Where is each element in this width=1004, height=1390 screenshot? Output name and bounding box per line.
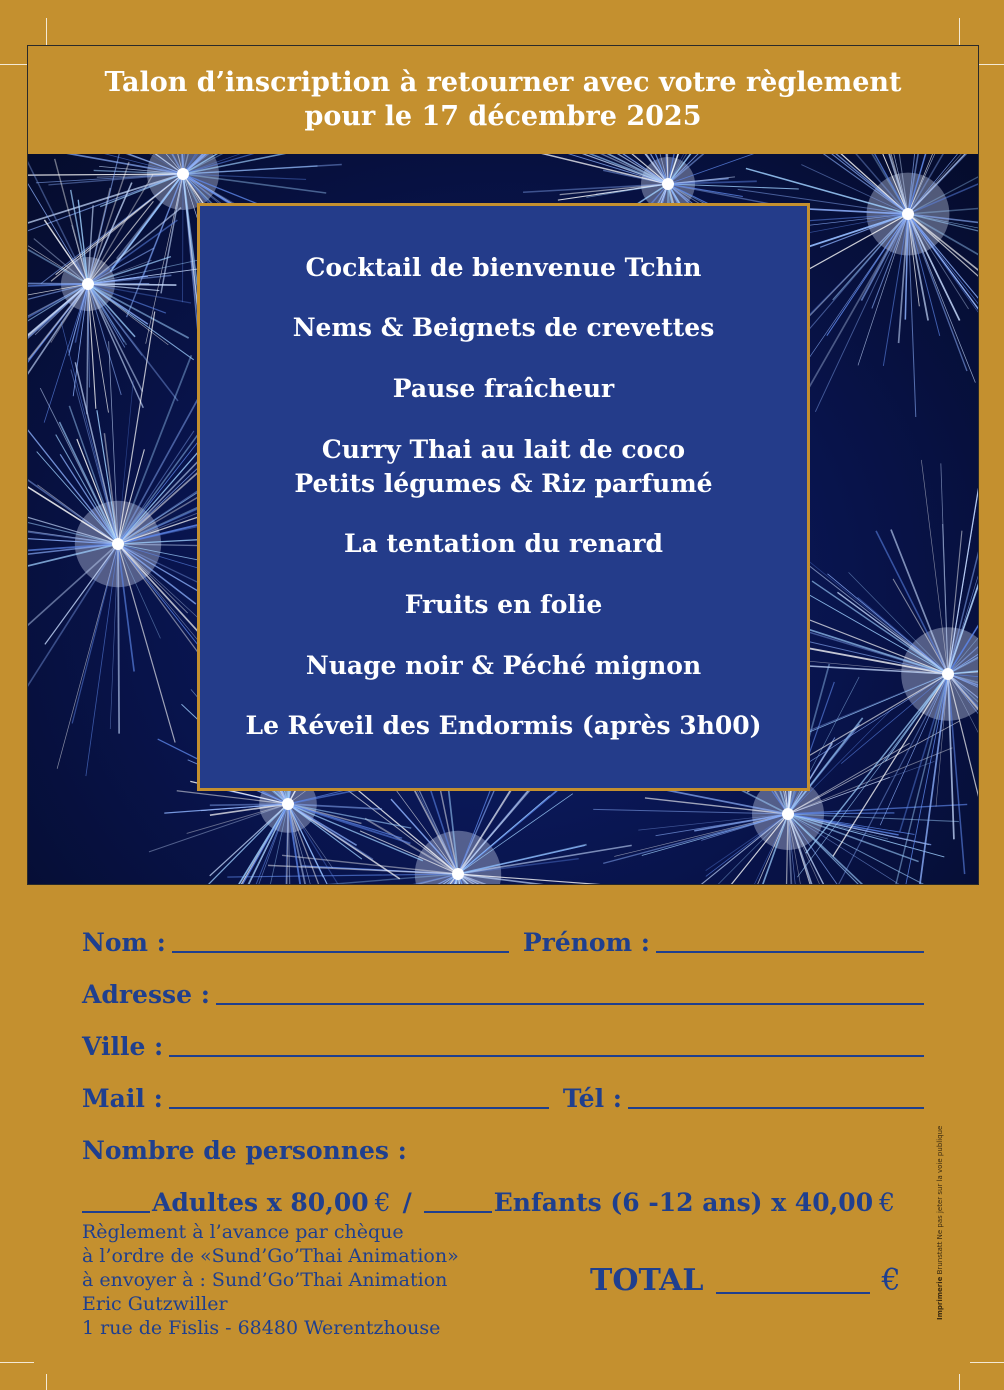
prenom-label: Prénom : [522,928,650,957]
adresse-label: Adresse : [82,980,210,1009]
menu-box [197,203,810,791]
total-label: TOTAL [590,1263,704,1298]
mail-label: Mail : [82,1084,163,1113]
firework-streak [88,175,153,284]
firework-streak [809,674,948,762]
printer-credit [936,1126,944,1320]
mail-row [82,1061,924,1113]
menu-item [245,709,761,743]
printer-town: Brunstatt [936,1241,944,1275]
persons-row [82,1165,924,1217]
menu-item-line: La tentation du renard [344,529,663,559]
euro-symbol: € [879,1188,895,1217]
firework-core [82,278,94,290]
ville-field[interactable] [169,1031,924,1057]
enfants-count-field[interactable] [424,1187,492,1213]
total-field[interactable] [716,1262,870,1294]
firework-streak [28,283,88,284]
menu-item [293,311,715,345]
header-line-1: Talon d’inscription à retourner avec votre règlement [104,67,902,98]
firework-core [452,868,464,880]
firework-core [282,798,294,810]
prenom-field[interactable] [656,927,924,953]
menu-item-line: Le Réveil des Endormis (après 3h00) [245,711,762,741]
crop-mark [959,1374,960,1390]
total-euro-symbol: € [881,1263,901,1298]
firework-core [782,808,794,820]
firework-streak [827,574,948,674]
euro-symbol: € [374,1188,391,1217]
menu-item [405,588,603,622]
printer-name: Imprimerie [936,1276,944,1320]
nom-label: Nom : [82,928,166,957]
firework-streak [793,214,908,348]
firework-streak [88,284,189,338]
menu-item [393,372,614,406]
crop-mark [970,1362,1004,1363]
menu-item-line: Cocktail de bienvenue Tchin [305,252,702,282]
firework-streak [812,581,948,674]
mail-field[interactable] [169,1083,549,1109]
firework-streak [118,544,199,647]
menu-item [306,251,702,285]
header-line-2: pour le 17 décembre 2025 [304,101,702,132]
registration-form [82,905,924,1217]
menu-item-line: Fruits en folie [404,589,603,619]
firework-core [112,538,124,550]
name-row [82,905,924,957]
crop-mark [46,1374,47,1390]
menu-item-line: Pause fraîcheur [392,373,615,403]
header-banner [28,46,978,154]
menu-item-line: Petits légumes & Riz parfumé [294,468,713,498]
ville-row [82,1009,924,1061]
payment-line: à l’ordre de «Sund’Go’Thai Animation» [82,1245,459,1267]
firework-streak [833,674,948,856]
firework-core [902,208,914,220]
firework-streak [88,284,194,360]
firework-streak [118,544,209,628]
enfants-label: Enfants (6 -12 ans) x 40,00 [493,1188,874,1217]
ville-label: Ville : [82,1032,164,1061]
firework-core [942,668,954,680]
firework-streak [841,674,948,764]
firework-streak [28,284,88,360]
payment-line: Règlement à l’avance par chèque [82,1221,404,1243]
nombre-row [82,1113,924,1165]
menu-item [294,433,712,501]
firework-streak [88,284,176,285]
menu-item-line: Curry Thai au lait de coco [321,434,686,464]
nombre-label: Nombre de personnes : [82,1136,407,1165]
separator: / [402,1188,412,1217]
tel-field[interactable] [628,1083,924,1109]
firework-core [177,168,189,180]
crop-mark [0,1362,34,1363]
payment-line: 1 rue de Fislis - 68480 Werentzhouse [82,1317,441,1339]
adultes-label: Adultes x 80,00 [152,1188,369,1217]
nom-field[interactable] [172,927,509,953]
firework-streak [182,174,183,302]
adultes-count-field[interactable] [82,1187,150,1213]
payment-instructions [82,1220,552,1340]
printer-note: Ne pas jeter sur la voie publique [936,1125,944,1240]
menu-item [306,649,701,683]
adresse-row [82,957,924,1009]
total-row [590,1262,920,1298]
adresse-field[interactable] [216,979,924,1005]
firework-streak [118,544,119,734]
menu-item-line: Nems & Beignets de crevettes [292,313,715,343]
menu-item [344,527,663,561]
tel-label: Tél : [562,1084,622,1113]
menu-item-line: Nuage noir & Péché mignon [305,650,702,680]
firework-core [662,178,674,190]
payment-line: Eric Gutzwiller [82,1293,228,1315]
payment-line: à envoyer à : Sund’Go’Thai Animation [82,1269,448,1291]
